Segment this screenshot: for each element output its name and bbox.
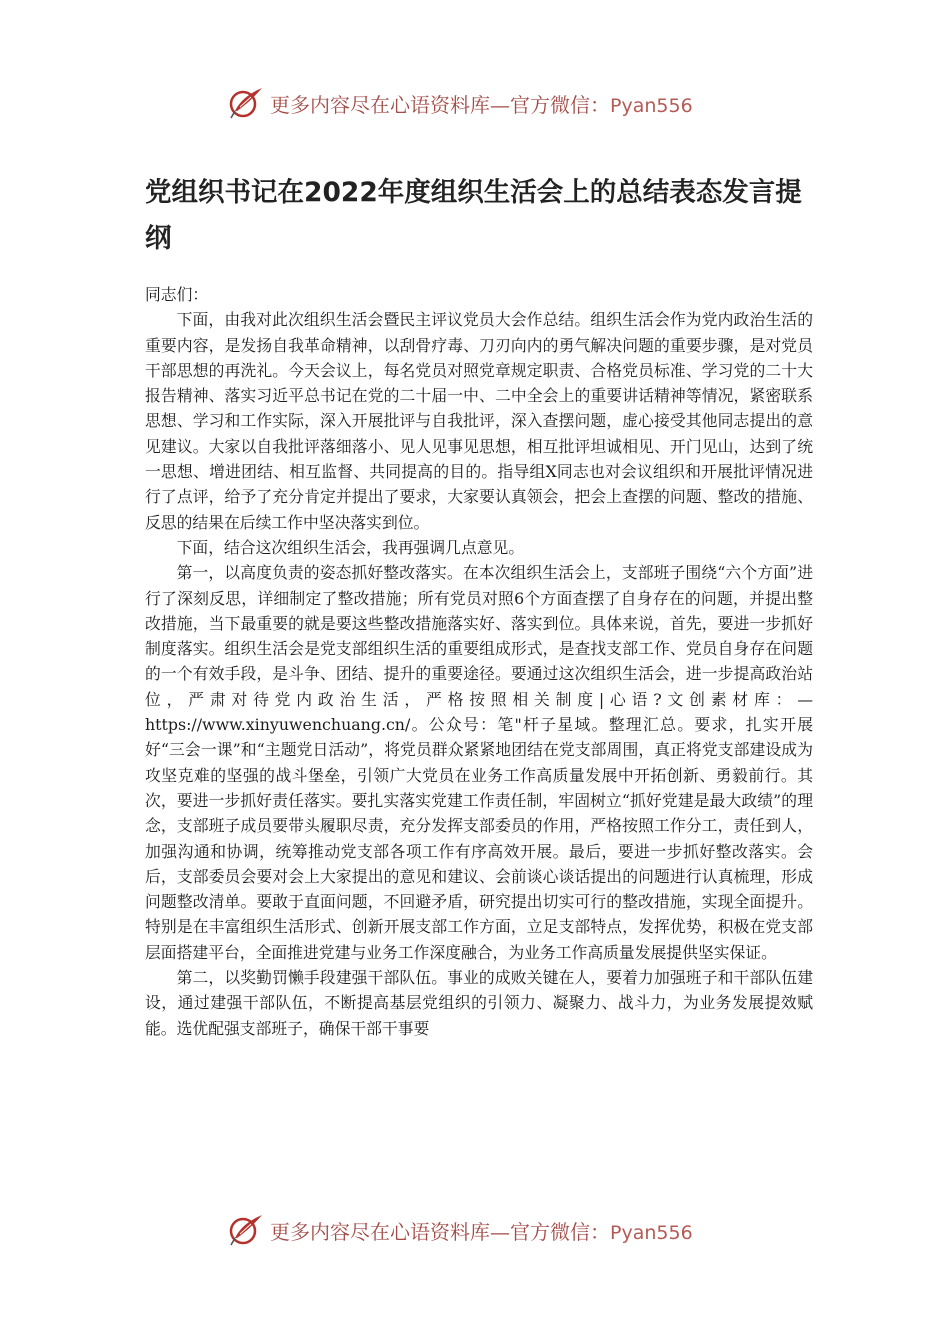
- paragraph-point-two: 第二，以奖勤罚懒手段建强干部队伍。事业的成败关键在人，要着力加强班子和干部队伍建设，通过建强干部队伍，不断提高基层党组织的引领力、凝聚力、战斗力，为业务发展提效赋能。选优配强支部班子，确保干部干事要: [145, 968, 813, 1038]
- banner-text: 更多内容尽在心语资料库—官方微信：Pyan556: [270, 92, 693, 117]
- quill-logo-icon: [226, 1210, 266, 1250]
- paragraph-intro: 下面，结合这次组织生活会，我再强调几点意见。: [176, 537, 525, 557]
- header-banner: [226, 83, 746, 123]
- paragraph-summary: 下面，由我对此次组织生活会暨民主评议党员大会作总结。组织生活会作为党内政治生活的重要内容，是发扬自我革命精神，以刮骨疗毒、刀刃向内的勇气解决问题的重要步骤，是对党员干部思想的再洗礼。今天会议上，每名党员对照党章规定职责、合格党员标准、学习党的二十大报告精神、落实习近平总书记在党的二十届一中、二中全会上的重要讲话精神等情况，紧密联系思想、学习和工作实际，深入开展批评与自我批评，深入查摆问题，虚心接受其他同志提出的意见建议。大家以自我批评落细落小、见人见事见思想，相互批评坦诚相见、开门见山，达到了统一思想、增进团结、相互监督、共同提高的目的。指导组X同志也对会议组织和开展批评情况进行了点评，给予了充分肯定并提出了要求，大家要认真领会，把会上查摆的问题、整改的措施、反思的结果在后续工作中坚决落实到位。: [145, 310, 813, 532]
- salutation: 同志们：: [145, 285, 209, 304]
- wechat-id: Pyan556: [610, 94, 693, 117]
- quill-logo-icon: [226, 83, 266, 123]
- banner-text: 更多内容尽在心语资料库—官方微信：Pyan556: [270, 1219, 693, 1244]
- document-title: 党组织书记在2022年度组织生活会上的总结表态发言提纲: [145, 177, 802, 254]
- paragraph-point-one: 第一，以高度负责的姿态抓好整改落实。在本次组织生活会上，支部班子围绕“六个方面”进行了深刻反思，详细制定了整改措施；所有党员对照6个方面查摆了自身存在的问题，并提出整改措施，当下最重要的就是要这些整改措施落实好、落实到位。具体来说，首先，要进一步抓好制度落实。组织生活会是党支部组织生活的重要组成形式，是查找支部工作、党员自身存在问题的一个有效手段，是斗争、团结、提升的重要途径。要通过这次组织生活会，进一步提高政治站位，严肃对待党内政治生活，严格按照相关制度|心语?文创素材库：—https://www.xinyuwenchuang.cn/。公众号：笔"杆子星域。整理汇总。要求，扎实开展好“三会一课”和“主题党日活动”，将党员群众紧紧地团结在党支部周围，真正将党支部建设成为攻坚克难的坚强的战斗堡垒，引领广大党员在业务工作高质量发展中开拓创新、勇毅前行。其次，要进一步抓好责任落实。要扎实落实党建工作责任制，牢固树立“抓好党建是最大政绩”的理念，支部班子成员要带头履职尽责，充分发挥支部委员的作用，严格按照工作分工，责任到人，加强沟通和协调，统筹推动党支部各项工作有序高效开展。最后，要进一步抓好整改落实。会后，支部委员会要对会上大家提出的意见和建议、会前谈心谈话提出的问题进行认真梳理，形成问题整改清单。要敢于直面问题，不回避矛盾，研究提出切实可行的整改措施，实现全面提升。特别是在丰富组织生活形式、创新开展支部工作方面，立足支部特点，发挥优势，积极在党支部层面搭建平台，全面推进党建与业务工作深度融合，为业务工作高质量发展提供坚实保证。: [145, 563, 813, 962]
- document-body: [145, 282, 813, 1192]
- wechat-id: Pyan556: [610, 1221, 693, 1244]
- footer-banner: [226, 1210, 746, 1250]
